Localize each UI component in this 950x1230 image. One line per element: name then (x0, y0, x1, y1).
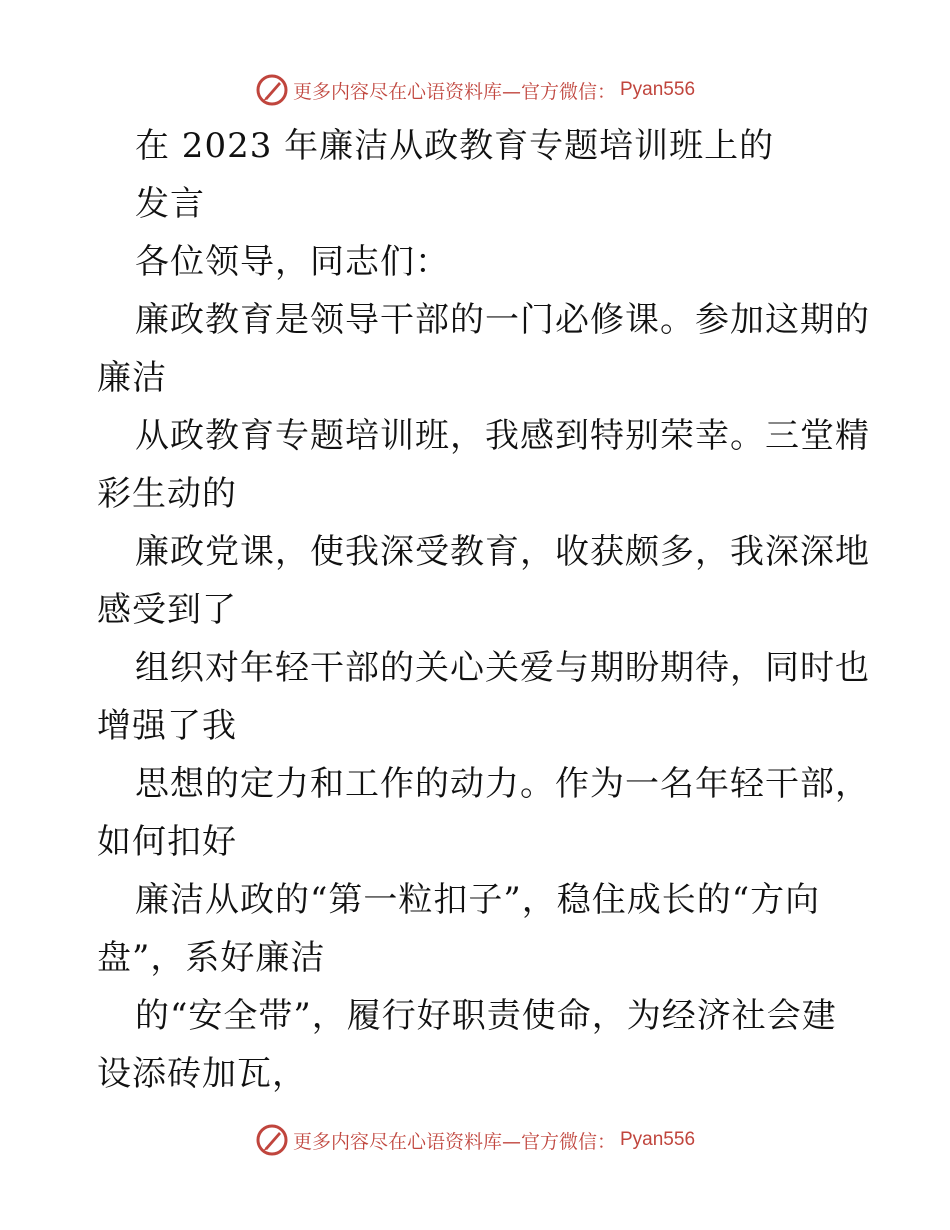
salutation: 各位领导，同志们： (135, 242, 450, 282)
paragraph-line: 廉洁从政的“第一粒扣子”，稳住成长的“方向 (135, 880, 821, 920)
quill-pen-logo-icon (255, 73, 289, 107)
paragraph-line: 廉政教育是领导干部的一门必修课。参加这期的 (135, 300, 870, 340)
document-title-line-2: 发言 (135, 184, 205, 224)
paragraph-line: 彩生动的 (97, 474, 237, 514)
watermark-wechat-id: Pyan556 (620, 79, 696, 100)
header-watermark (0, 70, 950, 110)
watermark-text: 更多内容尽在心语资料库—官方微信： (292, 80, 616, 103)
watermark-text: 更多内容尽在心语资料库—官方微信： (292, 1130, 616, 1153)
paragraph-line: 组织对年轻干部的关心关爱与期盼期待，同时也 (135, 648, 870, 688)
document-title-line-1: 在 2023 年廉洁从政教育专题培训班上的 (135, 126, 775, 166)
paragraph-line: 如何扣好 (97, 822, 237, 862)
paragraph-line: 感受到了 (97, 590, 237, 630)
paragraph-line: 廉政党课，使我深受教育，收获颇多，我深深地 (135, 532, 870, 572)
paragraph-line: 盘”，系好廉洁 (97, 938, 326, 978)
paragraph-line: 增强了我 (97, 706, 237, 746)
paragraph-line: 从政教育专题培训班，我感到特别荣幸。三堂精 (135, 416, 870, 456)
paragraph-line: 设添砖加瓦， (97, 1054, 307, 1094)
paragraph-line: 廉洁 (97, 358, 167, 398)
footer-watermark (0, 1120, 950, 1160)
quill-pen-logo-icon (255, 1123, 289, 1157)
watermark-wechat-id: Pyan556 (620, 1129, 696, 1150)
paragraph-line: 的“安全带”，履行好职责使命，为经济社会建 (135, 996, 837, 1036)
paragraph-line: 思想的定力和工作的动力。作为一名年轻干部， (135, 764, 870, 804)
